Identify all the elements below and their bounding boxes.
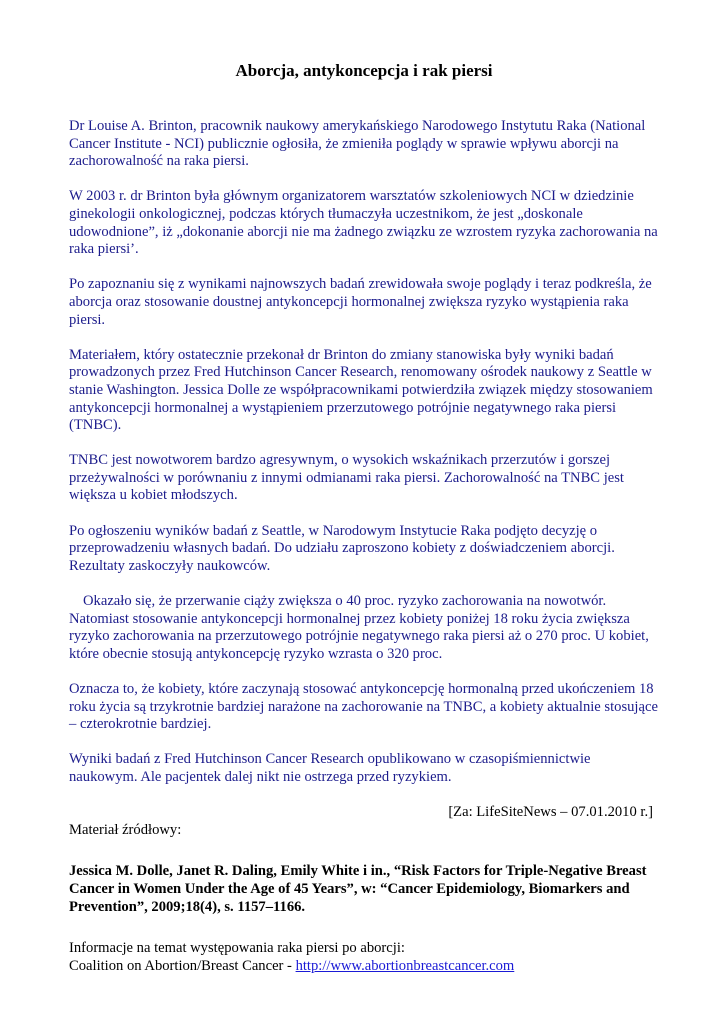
reference-entry: Jessica M. Dolle, Janet R. Daling, Emily White i in., “Risk Factors for Triple-Negative Breast Cancer in Women Under the Age of 45 Years”, w: “Cancer Epidemiology, Biomarkers and Prevention”, 2009;18(4), s. 1157–1166.	[69, 863, 647, 915]
paragraph-6: Po ogłoszeniu wyników badań z Seattle, w Narodowym Instytucie Raka podjęto decyzję o przeprowadzeniu własnych badań. Do udziału zaproszono kobiety z doświadczeniem aborcji. Rezultaty zaskoczyły naukowców.	[69, 522, 615, 574]
source-citation: [Za: LifeSiteNews – 07.01.2010 r.]	[448, 804, 653, 821]
paragraph-7: Okazało się, że przerwanie ciąży zwiększa o 40 proc. ryzyko zachorowania na nowotwór. Natomiast stosowanie antykoncepcji hormonalnej przez kobiety poniżej 18 roku życia zwiększa ryzyko zachorowania na przerzutowego potrójnie negatywnego raka piersi aż o 270 proc. U kobiet, które obecnie stosują antykoncepcję ryzyko wzrasta o 320 proc.	[69, 593, 649, 662]
source-material-label: Materiał źródłowy:	[69, 821, 182, 838]
abortion-breast-cancer-link[interactable]: http://www.abortionbreastcancer.com	[295, 957, 515, 974]
paragraph-9: Wyniki badań z Fred Hutchinson Cancer Research opublikowano w czasopiśmiennictwie naukowym. Ale pacjentek dalej nikt nie ostrzega przed ryzykiem.	[69, 751, 591, 785]
paragraph-5: TNBC jest nowotworem bardzo agresywnym, o wysokich wskaźnikach przerzutów i gorszej przeżywalności w porównaniu z innymi odmianami raka piersi. Zachorowalność na TNBC jest większa u kobiet młodszych.	[69, 452, 624, 504]
document-page	[69, 60, 659, 975]
info-line-2	[69, 958, 659, 976]
paragraph-8: Oznacza to, że kobiety, które zaczynają stosować antykoncepcję hormonalną przed ukończeniem 18 roku życia są trzykrotnie bardziej narażone na zachorowanie na TNBC, a kobiety aktualnie stosujące – czterokrotnie bardziej.	[69, 681, 658, 733]
paragraph-3: Po zapoznaniu się z wynikami najnowszych badań zrewidowała swoje poglądy i teraz podkreśla, że aborcja oraz stosowanie doustnej antykoncepcji hormonalnej zwiększa ryzyko wystąpienia raka piersi.	[69, 276, 652, 328]
document-title: Aborcja, antykoncepcja i rak piersi	[235, 61, 493, 80]
paragraph-4: Materiałem, który ostatecznie przekonał dr Brinton do zmiany stanowiska były wyniki badań prowadzonych przez Fred Hutchinson Cancer Research, renomowany ośrodek naukowy z Seattle w stanie Washington. Jessica Dolle ze współpracownikami potwierdziła związek między stosowaniem antykoncepcji hormonalnej a wystąpieniem przerzutowego potrójnie negatywnego raka piersi (TNBC).	[69, 346, 653, 434]
info-line-1: Informacje na temat występowania raka piersi po aborcji:	[69, 940, 405, 957]
info-line-2-prefix: Coalition on Abortion/Breast Cancer -	[69, 957, 296, 974]
paragraph-1: Dr Louise A. Brinton, pracownik naukowy amerykańskiego Narodowego Instytutu Raka (National Cancer Institute - NCI) publicznie ogłosiła, że zmieniła poglądy w sprawie wpływu aborcji na zachorowalność na raka piersi.	[69, 118, 646, 170]
paragraph-2: W 2003 r. dr Brinton była głównym organizatorem warsztatów szkoleniowych NCI w dziedzinie ginekologii onkologicznej, podczas których tłumaczyła uczestnikom, że jest „doskonale udowodnione”, iż „dokonanie aborcji nie ma żadnego związku ze wzrostem ryzyka zachorowania na raka piersi’.	[69, 188, 658, 258]
